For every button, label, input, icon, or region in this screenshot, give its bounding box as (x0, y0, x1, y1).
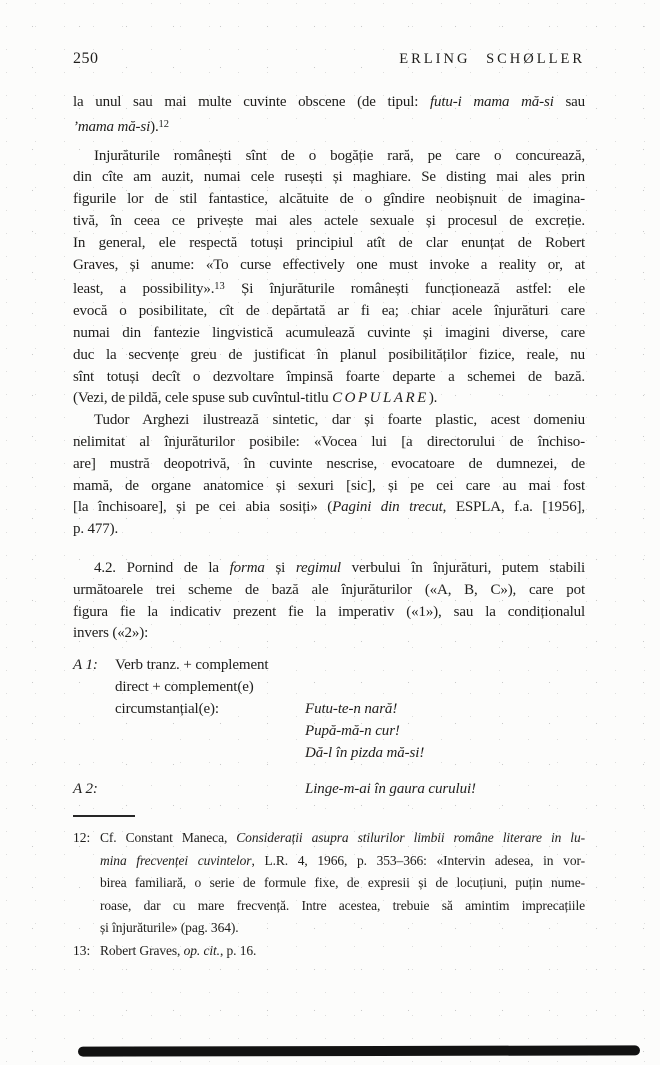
text-line (73, 497, 585, 519)
scheme-a1-desc-line: circumstanțial(e): (115, 701, 219, 718)
text-run: op. cit. (183, 942, 220, 958)
para-intro (73, 92, 585, 139)
scheme-a1-desc-line: direct + complement(e) (115, 679, 254, 696)
text-line (73, 454, 585, 476)
text-run: , ESPLA, f.a. [1956], (442, 499, 585, 516)
text-run: și înjurăturile» (pag. 364). (100, 920, 239, 936)
text-run: și (264, 559, 296, 576)
scan-artifact-bar (78, 1045, 640, 1056)
text-run: figurile lor de stil fantastice, alcătuite de o gîndire neobișnuit de imagina- (73, 191, 585, 208)
scheme-row (73, 698, 585, 720)
scheme-label-spacer (73, 720, 115, 742)
para-injuraturi (73, 146, 585, 411)
footnote-separator (73, 815, 135, 817)
scheme-a1-example: Futu-te-n nară! (305, 701, 398, 718)
text-run: nelimitat al înjurăturilor posibile: «Vocea lui [a directorului de închiso- (73, 433, 585, 450)
text-line (100, 827, 585, 850)
text-line (73, 388, 585, 410)
text-line (73, 602, 585, 624)
scheme-row (73, 720, 585, 742)
scheme-row (73, 742, 585, 764)
text-run: [la închisoare], și pe cei abia sosiți» ( (73, 499, 333, 516)
text-run: sînt totuși decît o dezvoltare împinsă foarte departe a schemei de bază. (73, 368, 585, 385)
para-tudor (73, 410, 585, 541)
text-line (73, 189, 585, 211)
text-run: forma (229, 559, 265, 576)
text-line (100, 940, 585, 963)
text-line (73, 92, 585, 114)
running-head: ERLING SCHØLLER (399, 51, 585, 67)
scheme-desc-spacer (115, 720, 305, 742)
text-run: (Vezi, de pildă, cele spuse sub cuvîntul-titlu (73, 390, 333, 407)
text-run: la unul sau mai multe cuvinte obscene (de tipul: (73, 94, 430, 110)
footnote (73, 940, 585, 963)
text-run: Robert Graves, (100, 942, 184, 958)
footnote-number: 12: (73, 830, 91, 846)
scheme-block (73, 654, 585, 800)
text-line (73, 301, 585, 323)
scheme-desc-spacer (115, 742, 305, 764)
text-run: numai din fantezie lingvistică acumulează cuvinte și imagini diverse, care (73, 324, 585, 341)
text-line (73, 558, 585, 580)
text-run: verbului în înjurături, putem stabili (340, 559, 586, 576)
scheme-a1-label: A 1: (73, 657, 98, 674)
text-line (73, 255, 585, 277)
text-run: sau (553, 94, 585, 110)
text-run: regimul (295, 559, 341, 576)
footnote-number: 13: (73, 942, 91, 958)
text-run: birea familiară, o serie de formule fixe, de expresii și de locuțiuni, puțin nume- (100, 875, 585, 891)
footnote-text (100, 940, 585, 963)
text-run: Injurăturile românești sînt de o bogăție rară, pe care o concurează, (94, 147, 585, 164)
text-run: Pagini din trecut (332, 499, 443, 516)
scheme-a2-example: Linge-m-ai în gaura curului! (305, 781, 476, 798)
text-run: duc la secvențe greu de justificat în planul posibilităților fizice, reale, nu (73, 346, 585, 363)
text-run: futu-i mama mă-si (430, 94, 554, 110)
scheme-a1-example: Dă-l în pizda mă-si! (305, 745, 425, 762)
text-run: roase, dar cu mare frecvență. Intre acestea, trebuie să amintim imprecațiile (100, 897, 585, 913)
text-run: COPULARE (332, 390, 429, 407)
text-line (73, 345, 585, 367)
text-run: ). (428, 390, 438, 407)
footnote (73, 827, 585, 940)
text-line (73, 323, 585, 345)
scheme-row (73, 654, 585, 676)
text-line (73, 233, 585, 255)
text-run: mina frecvenței cuvintelor (100, 852, 252, 868)
scheme-a1-desc-line: Verb tranz. + complement (115, 657, 269, 674)
text-run: următoarele trei scheme de bază ale înjurăturilor («A, B, C»), care pot (73, 581, 585, 598)
scheme-a1-example: Pupă-mă-n cur! (305, 723, 400, 740)
text-run: invers («2»): (73, 625, 149, 642)
text-run: figura fie la indicativ prezent fie la imperativ («1»), sau la condiționalul (73, 603, 585, 620)
text-run: mamă, de organe anatomice și sexuri [sic], și pe cei care au mai fost (73, 477, 585, 494)
text-run: Cf. Constant Maneca, (100, 830, 237, 846)
text-run: , p. 16. (219, 942, 257, 958)
text-line (73, 146, 585, 168)
text-run: In general, ele respectă totuși principiul atît de clar enunțat de Robert (73, 234, 585, 251)
page-number: 250 (73, 50, 99, 67)
text-run: 4.2. Pornind de la (94, 559, 230, 576)
scheme-desc-spacer (115, 778, 305, 800)
text-line (73, 211, 585, 233)
text-line (73, 114, 585, 139)
text-run: ’mama mă-si (73, 118, 151, 135)
text-run: p. 477). (73, 521, 119, 538)
text-line (73, 276, 585, 301)
text-line (100, 917, 585, 940)
text-line (73, 167, 585, 189)
text-run: Și înjurăturile românești funcționează astfel: ele (224, 281, 586, 298)
text-line (73, 432, 585, 454)
text-run: Considerații asupra stilurilor limbii române literare in lu- (236, 830, 585, 846)
text-line (73, 623, 585, 645)
text-run: ). (150, 118, 159, 135)
footnote-ref: 12 (158, 118, 170, 130)
text-line (73, 519, 585, 541)
text-line (73, 367, 585, 389)
text-run: least, a possibility». (73, 281, 215, 298)
scheme-label-spacer (73, 676, 115, 698)
scheme-row (73, 778, 585, 800)
text-run: din cîte am auzit, numai cele rusești și maghiare. Se disting mai ales prin (73, 169, 585, 186)
footnotes (73, 827, 585, 962)
text-run: Tudor Arghezi ilustrează sintetic, dar și foarte plastic, acest domeniu (94, 412, 585, 429)
text-line (100, 872, 585, 895)
text-line (73, 580, 585, 602)
text-run: evocă o posibilitate, cît de depărtată ar fi ea; chiar acele înjurături care (73, 303, 585, 320)
text-line (73, 476, 585, 498)
scheme-label-spacer (73, 698, 115, 720)
text-run: are] mustră deopotrivă, în cuvinte nescrise, evocatoare de dumnezei, de (73, 455, 585, 472)
footnote-ref: 13 (214, 281, 225, 293)
scheme-row (73, 676, 585, 698)
text-run: tivă, în ceea ce privește mai ales actele sexuale și procesul de excreție. (73, 212, 585, 229)
scheme-a2-label: A 2: (73, 781, 98, 798)
body-text (73, 92, 585, 645)
scheme-label-spacer (73, 742, 115, 764)
text-line (100, 895, 585, 918)
text-run: Graves, și anume: «To curse effectively one must invoke a reality or, at (73, 256, 585, 273)
text-line (73, 410, 585, 432)
text-line (100, 850, 585, 873)
para-4-2 (73, 558, 585, 645)
footnote-text (100, 827, 585, 940)
text-run: , L.R. 4, 1966, p. 353–366: «Intervin adesea, in vor- (251, 852, 585, 868)
page-header (73, 50, 585, 68)
